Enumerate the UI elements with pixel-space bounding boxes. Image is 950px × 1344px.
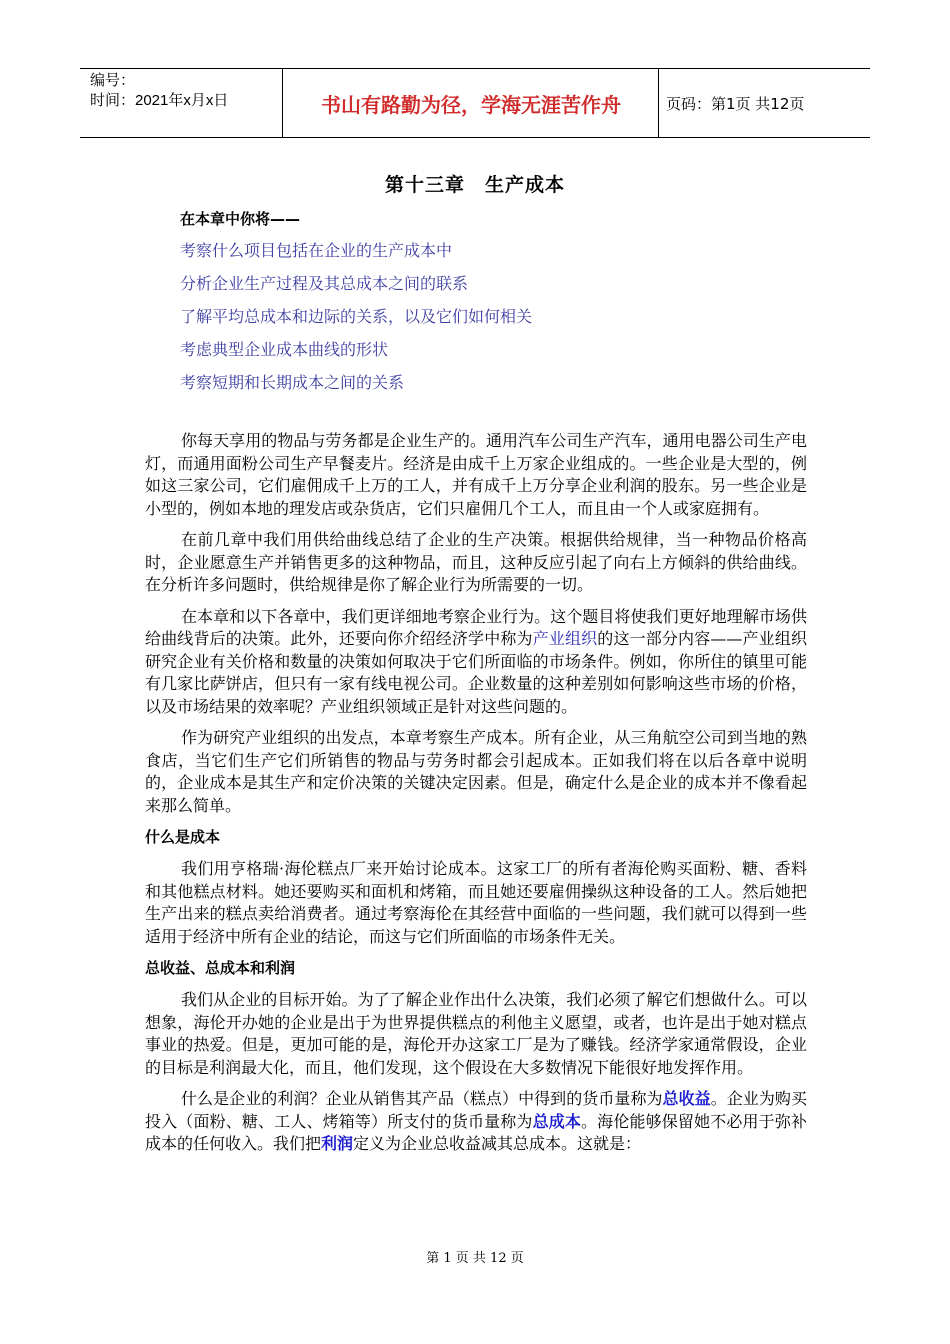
paragraph: 我们从企业的目标开始。为了了解企业作出什么决策，我们必须了解它们想做什么。可以想象，海伦开办她的企业是出于为世界提供糕点的利他主义愿望，或者，也许是出于她对糕点事业的热爱。但是，更加可能的是，海伦开办这家工厂是为了赚钱。经济学家通常假设，企业的目标是利润最大化，而且，他们发现，这个假设在大多数情况下能很好地发挥作用。 — [145, 990, 807, 1077]
paragraph: 在前几章中我们用供给曲线总结了企业的生产决策。根据供给规律，当一种物品价格高时，企业愿意生产并销售更多的这种物品，而且，这种反应引起了向右上方倾斜的供给曲线。在分析许多问题时，供给规律是你了解企业行为所需要的一切。 — [145, 530, 807, 594]
intro-heading: 在本章中你将—— — [180, 210, 301, 228]
header-divider — [658, 69, 659, 137]
paragraph: 你每天享用的物品与劳务都是企业生产的。通用汽车公司生产汽车，通用电器公司生产电灯，而通用面粉公司生产早餐麦片。经济是由成千上万家企业组成的。一些企业是大型的，例如这三家公司，它们雇佣成千上万的工人，并有成千上万分享企业利润的股东。另一些企业是小型的，例如本地的理发店或杂货店，它们只雇佣几个工人，而且由一个人或家庭拥有。 — [145, 431, 807, 518]
term-total-cost: 总成本 — [532, 1111, 582, 1131]
page-header — [80, 68, 870, 138]
page-footer: 第 1 页 共 12 页 — [426, 1251, 524, 1266]
chapter-body — [145, 430, 807, 1165]
paragraph: 我们用亨格瑞·海伦糕点厂来开始讨论成本。这家工厂的所有者海伦购买面粉、糖、香料和其他糕点材料。她还要购买和面机和烤箱，而且她还要雇佣操纵这种设备的工人。然后她把生产出来的糕点卖给消费者。通过考察海伦在其经营中面临的一些问题，我们就可以得到一些适用于经济中所有企业的结论，而这与它们所面临的市场条件无关。 — [145, 859, 807, 946]
objective-item: 分析企业生产过程及其总成本之间的联系 — [180, 274, 469, 293]
term-total-revenue: 总收益 — [662, 1089, 711, 1108]
header-motto: 书山有路勤为径，学海无涯苦作舟 — [321, 93, 621, 117]
objective-item: 考察短期和长期成本之间的关系 — [180, 373, 405, 392]
objective-item: 了解平均总成本和边际的关系，以及它们如何相关 — [180, 307, 533, 326]
section-heading: 总收益、总成本和利润 — [145, 959, 296, 977]
header-meta — [90, 71, 280, 111]
term-profit: 利润 — [321, 1134, 354, 1153]
header-page-info: 页码：第1页 共12页 — [666, 95, 805, 113]
paragraph: 在本章和以下各章中，我们更详细地考察企业行为。这个题目将使我们更好地理解市场供给曲线背后的决策。此外，还要向你介绍经济学中称为产业组织的这一部分内容——产业组织研究企业有关价格和数量的决策如何取决于它们所面临的市场条件。例如，你所住的镇里可能有几家比萨饼店，但只有一家有线电视公司。企业数量的这种差别如何影响这些市场的价格，以及市场结果的效率呢？产业组织领域正是针对这些问题的。 — [145, 606, 807, 716]
term-industrial-organization: 产业组织 — [532, 629, 598, 648]
time-label: 时间：2021年x月x日 — [90, 92, 229, 109]
objective-item: 考虑典型企业成本曲线的形状 — [180, 340, 389, 359]
number-label: 编号： — [90, 72, 136, 89]
section-heading: 什么是成本 — [145, 828, 221, 846]
chapter-title: 第十三章 生产成本 — [384, 174, 565, 196]
paragraph: 作为研究产业组织的出发点，本章考察生产成本。所有企业，从三角航空公司到当地的熟食店，当它们生产它们所销售的物品与劳务时都会引起成本。正如我们将在以后各章中说明的，企业成本是其生产和定价决策的关键决定因素。但是，确定什么是企业的成本并不像看起来那么简单。 — [145, 728, 807, 815]
objective-item: 考察什么项目包括在企业的生产成本中 — [180, 241, 453, 260]
paragraph: 什么是企业的利润？企业从销售其产品（糕点）中得到的货币量称为总收益。企业为购买投入（面粉、糖、工人、烤箱等）所支付的货币量称为总成本。海伦能够保留她不必用于弥补成本的任何收入。我们把利润定义为企业总收益减其总成本。这就是： — [145, 1089, 807, 1153]
